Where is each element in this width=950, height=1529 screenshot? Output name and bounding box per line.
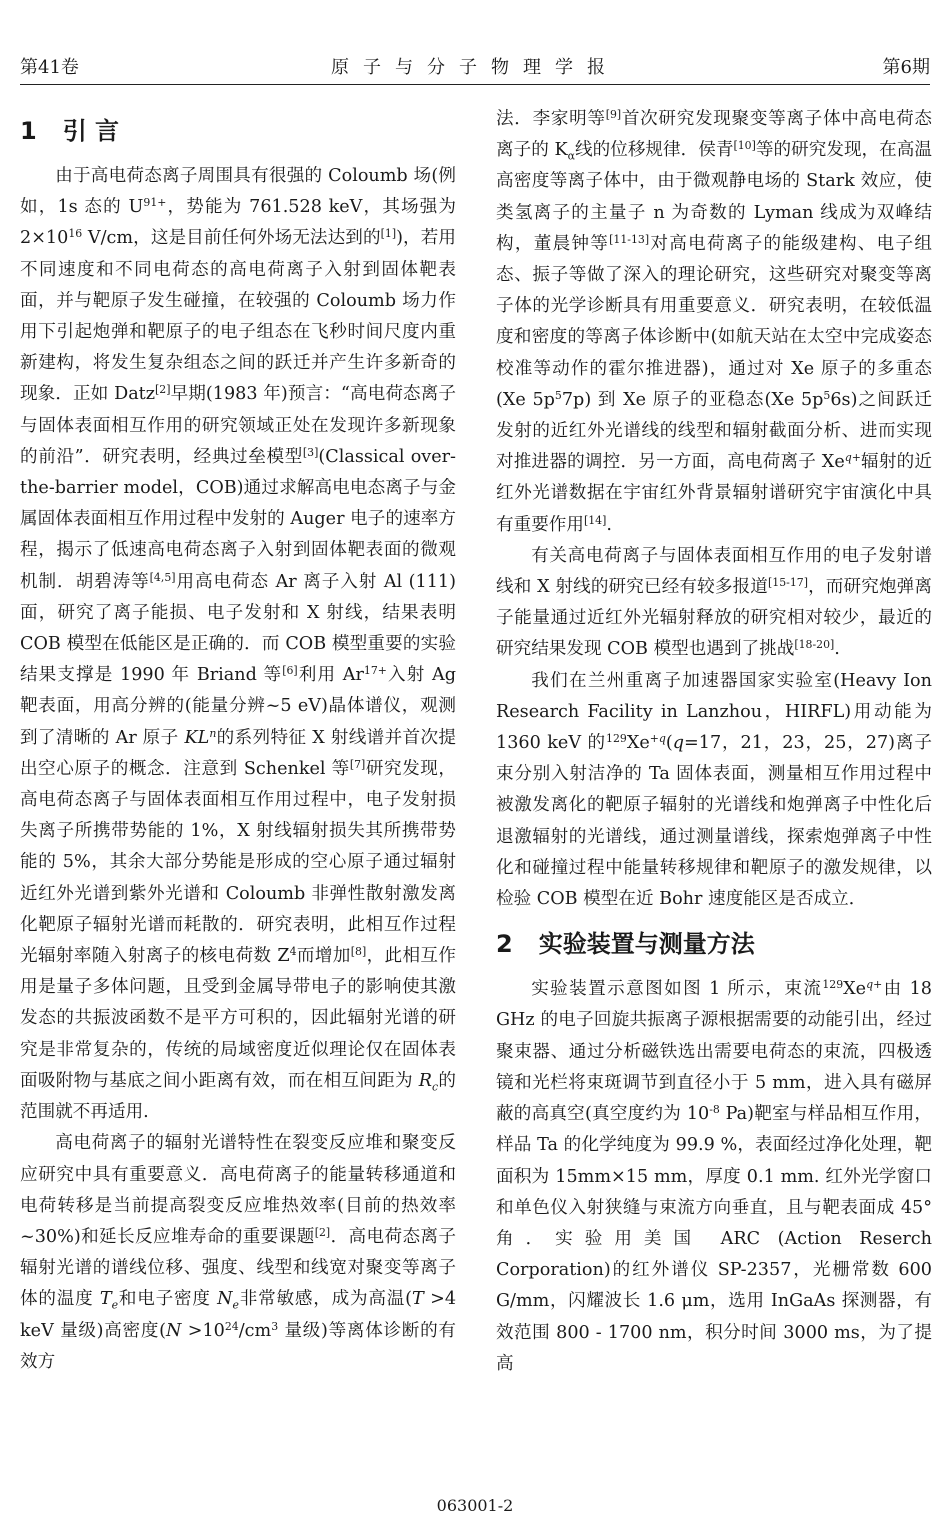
left-column: [20, 104, 456, 1378]
paragraph: 法．李家明等[9]首次研究发现聚变等离子体中高电荷态离子的 $K_\alpha$线的位移规律．侯青[10]等的研究发现，在高温高密度等离子体中，由于微观静电场的 Stark 效应，使类氢离子的主量子 n 为奇数的 Lyman 线成为双峰结构，董晨钟等[11-13]对高电荷离子的能级建构、电子组态、振子等做了深入的理论研究，这些研究对聚变等离子体的光学诊断具有用重要意义．研究表明，在较低温度和密度的等离子体诊断中(如航天站在太空中完成姿态校准等动作的霍尔推进器)，通过对 Xe 原子的多重态(Xe $5p^57p$) 到 Xe 原子的亚稳态(Xe $5p^56s$)之间跃迁发射的近红外光谱线的线型和辐射截面分析、进而实现对推进器的调控．另一方面，高电荷离子 $Xe^{q+}$辐射的近红外光谱数据在宇宙红外背景辐射谱研究宇宙演化中具有重要作用[14].: [496, 108, 933, 535]
paragraph: 有关高电荷离子与固体表面相互作用的电子发射谱线和 X 射线的研究已经有较多报道[15-17]，而研究炮弹离子能量通过近红外光辐射释放的研究相对较少，最近的研究结果发现 COB 模型也遇到了挑战[18-20].: [496, 545, 932, 660]
section-1-heading: [20, 114, 456, 148]
section-number: 2: [496, 930, 513, 959]
paragraph: 高电荷离子的辐射光谱特性在裂变反应堆和聚变反应研究中具有重要意义．高电荷离子的能量转移通道和电荷转移是当前提高裂变反应堆热效率(目前的热效率~30%)和延长反应堆寿命的重要课题[2]．高电荷态离子辐射光谱的谱线位移、强度、线型和线宽对聚变等离子体的温度 $T_e$和电子密度 $N_e$非常敏感，成为高温(T >4 keV 量级)高密度($N >10^{24}/cm^3$ 量级)等离体诊断的有效方: [20, 1133, 457, 1372]
volume-label: 第41卷: [20, 57, 79, 78]
right-column: [496, 104, 932, 1380]
section-title: 引 言: [62, 117, 120, 145]
paragraph: 由于高电荷态离子周围具有很强的 Coloumb 场(例如，1s 态的 $U^{91+}$，势能为 761.528 keV，其场强为 $2\times 10^{16}$ V/cm，这是目前任何外场无法达到的[1])，若用不同速度和不同电荷态的高电荷离子入射到固体靶表面，并与靶原子发生碰撞，在较强的 Coloumb 场力作用下引起炮弹和靶原子的电子组态在飞秒时间尺度内重新建构，将发生复杂组态之间的跃迁并产生许多新奇的现象．正如 Datz[2]早期(1983 年)预言：“高电荷态离子与固体表面相互作用的研究领域正处在发现许多新现象的前沿”．研究表明，经典过垒模型[3](Classical over-the-barrier model，COB)通过求解高电电态离子与金属固体表面相互作用过程中发射的 Auger 电子的速率方程，揭示了低速高电荷态离子入射到固体靶表面的微观机制．胡碧涛等[4,5]用高电荷态 Ar 离子入射 Al (111) 面，研究了离子能损、电子发射和 X 射线，结果表明 COB 模型在低能区是正确的．而 COB 模型重要的实验结果支撑是 1990 年 Briand 等[6]利用 $Ar^{17+}$入射 Ag 靶表面，用高分辨的(能量分辨~5 eV)晶体谱仪，观测到了清晰的 Ar 原子 $KL^n$的系列特征 X 射线谱并首次提出空心原子的概念．注意到 Schenkel 等[7]研究发现，高电荷态离子与固体表面相互作用过程中，电子发射损失离子所携带势能的 1%，X 射线辐射损失其所携带势能的 5%，其余大部分势能是形成的空心原子通过辐射近红外光谱到紫外光谱和 Coloumb 非弹性散射激发离化靶原子辐射光谱而耗散的．研究表明，此相互作过程光辐射率随入射离子的核电荷数 $Z^4$而增加[8]，此相互作用是量子多体问题，且受到金属导带电子的影响使其激发态的共振波函数不是平方可积的，因此辐射光谱的研究是非常复杂的，传统的局域密度近似理论仅在固体表面吸附物与基底之间小距离有效，而在相互间距为 $R_c$的范围就不再适用.: [20, 166, 457, 1123]
paragraph: 我们在兰州重离子加速器国家实验室(Heavy Ion Research Facility in Lanzhou，HIRFL)用动能为 1360 keV 的$^{129}Xe^{+q}(q=17$，21，23，25，27)离子束分别入射洁净的 Ta 固体表面，测量相互作用过程中被激发离化的靶原子辐射的光谱线和炮弹离子中性化后退激辐射的光谱线，通过测量谱线，探索炮弹离子中性化和碰撞过程中能量转移规律和靶原子的激发规律，以检验 COB 模型在近 Bohr 速度能区是否成立．: [496, 670, 932, 910]
page-footer: 063001-2: [436, 1496, 514, 1515]
journal-title: 原子与分子物理学报: [331, 57, 619, 78]
issue-label: 第6期: [882, 57, 930, 78]
running-header: [20, 54, 930, 82]
section-title: 实验装置与测量方法: [538, 930, 755, 959]
paragraph: 实验装置示意图如图 1 所示，束流$^{129}Xe^{q+}$由 18 GHz 的电子回旋共振离子源根据需要的动能引出，经过聚束器、通过分析磁铁选出需要电荷态的束流，四极透镜和光栏将束斑调节到直径小于 5 mm，进入具有磁屏蔽的高真空(真空度约为 $10^{-8}$ Pa)靶室与样品相互作用，样品 Ta 的化学纯度为 99.9 %，表面经过净化处理，靶面积为 15mm×15 mm，厚度 0.1 mm. 红外光学窗口和单色仪入射狭缝与束流方向垂直，且与靶表面成 45°角．实验用美国 ARC (Action Reserch Corporation)的红外谱仪 SP-2357，光栅常数 600 G/mm，闪耀波长 1.6 μm，选用 InGaAs 探测器，有效范围 800 - 1700 nm，积分时间 3000 ms，为了提高: [496, 978, 932, 1374]
section-2-heading: [496, 927, 932, 961]
header-rule: [20, 84, 930, 85]
section-number: 1: [20, 117, 37, 145]
